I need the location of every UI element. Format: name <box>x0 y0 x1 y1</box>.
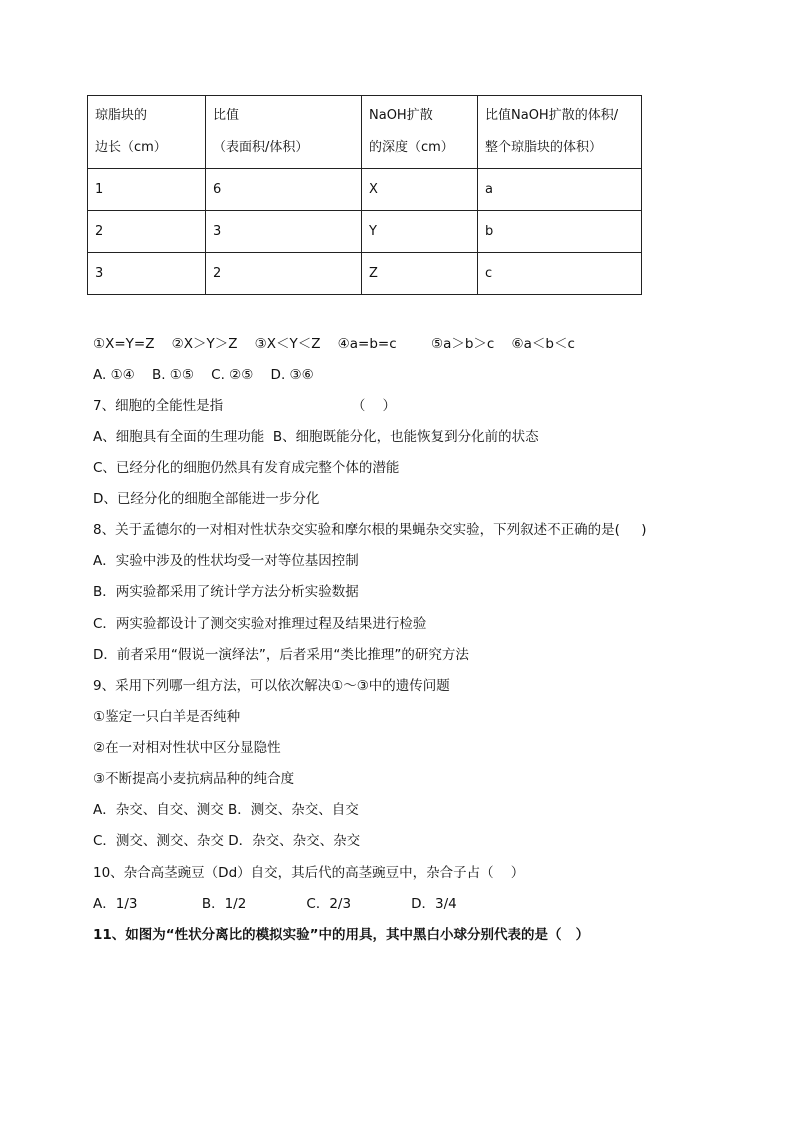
table-cell: X <box>362 169 478 211</box>
q9-stem: 9、采用下列哪一组方法，可以依次解决①～③中的遗传问题 <box>93 678 450 694</box>
table-row <box>88 169 642 211</box>
table-cell: 6 <box>206 169 362 211</box>
agar-block-table <box>87 95 642 295</box>
table-row <box>88 253 642 295</box>
table-cell: c <box>478 253 642 295</box>
table-cell: 2 <box>206 253 362 295</box>
table-row <box>88 211 642 253</box>
table-cell: Y <box>362 211 478 253</box>
table-cell: 3 <box>206 211 362 253</box>
q7-option-d: D、已经分化的细胞全部能进一步分化 <box>93 491 320 507</box>
q9-item-2: ②在一对相对性状中区分显隐性 <box>93 740 281 756</box>
table-cell: 2 <box>88 211 206 253</box>
q6-options: A. ①④ B. ①⑤ C. ②⑤ D. ③⑥ <box>93 367 314 383</box>
header-cell-naoh-depth: NaOH扩散 的深度（cm） <box>362 96 478 169</box>
table-cell: b <box>478 211 642 253</box>
q10-options: A．1/3 B．1/2 C．2/3 D．3/4 <box>93 896 457 912</box>
q11-stem: 11、如图为“性状分离比的模拟实验”中的用具，其中黑白小球分别代表的是（ ） <box>93 927 590 943</box>
q6-statements: ①X=Y=Z ②X＞Y＞Z ③X＜Y＜Z ④a=b=c ⑤a＞b＞c ⑥a＜b＜c <box>93 336 575 352</box>
table-cell: Z <box>362 253 478 295</box>
q9-option-ab: A．杂交、自交、测交 B．测交、杂交、自交 <box>93 802 359 818</box>
table-cell: a <box>478 169 642 211</box>
table-cell: 3 <box>88 253 206 295</box>
q9-item-1: ①鉴定一只白羊是否纯种 <box>93 709 241 725</box>
q8-stem: 8、关于孟德尔的一对相对性状杂交实验和摩尔根的果蝇杂交实验，下列叙述不正确的是( ) <box>93 522 647 538</box>
q9-option-cd: C．测交、测交、杂交 D．杂交、杂交、杂交 <box>93 833 361 849</box>
q9-item-3: ③不断提高小麦抗病品种的纯合度 <box>93 771 295 787</box>
table-header-row <box>88 96 642 169</box>
q10-stem: 10、杂合高茎豌豆（Dd）自交，其后代的高茎豌豆中，杂合子占（ ） <box>93 865 525 881</box>
q8-option-d: D．前者采用“假说一演绎法”，后者采用“类比推理”的研究方法 <box>93 647 469 663</box>
table-cell: 1 <box>88 169 206 211</box>
header-cell-edge-length: 琼脂块的 边长（cm） <box>88 96 206 169</box>
header-cell-ratio: 比值 （表面积/体积） <box>206 96 362 169</box>
q8-option-c: C．两实验都设计了测交实验对推理过程及结果进行检验 <box>93 616 427 632</box>
q7-option-c: C、已经分化的细胞仍然具有发育成完整个体的潜能 <box>93 460 400 476</box>
q7-stem: 7、细胞的全能性是指 （ ） <box>93 398 396 414</box>
q7-option-ab: A、细胞具有全面的生理功能 B、细胞既能分化，也能恢复到分化前的状态 <box>93 429 539 445</box>
q8-option-a: A．实验中涉及的性状均受一对等位基因控制 <box>93 553 359 569</box>
q8-option-b: B．两实验都采用了统计学方法分析实验数据 <box>93 584 359 600</box>
header-cell-volume-ratio: 比值NaOH扩散的体积/ 整个琼脂块的体积） <box>478 96 642 169</box>
